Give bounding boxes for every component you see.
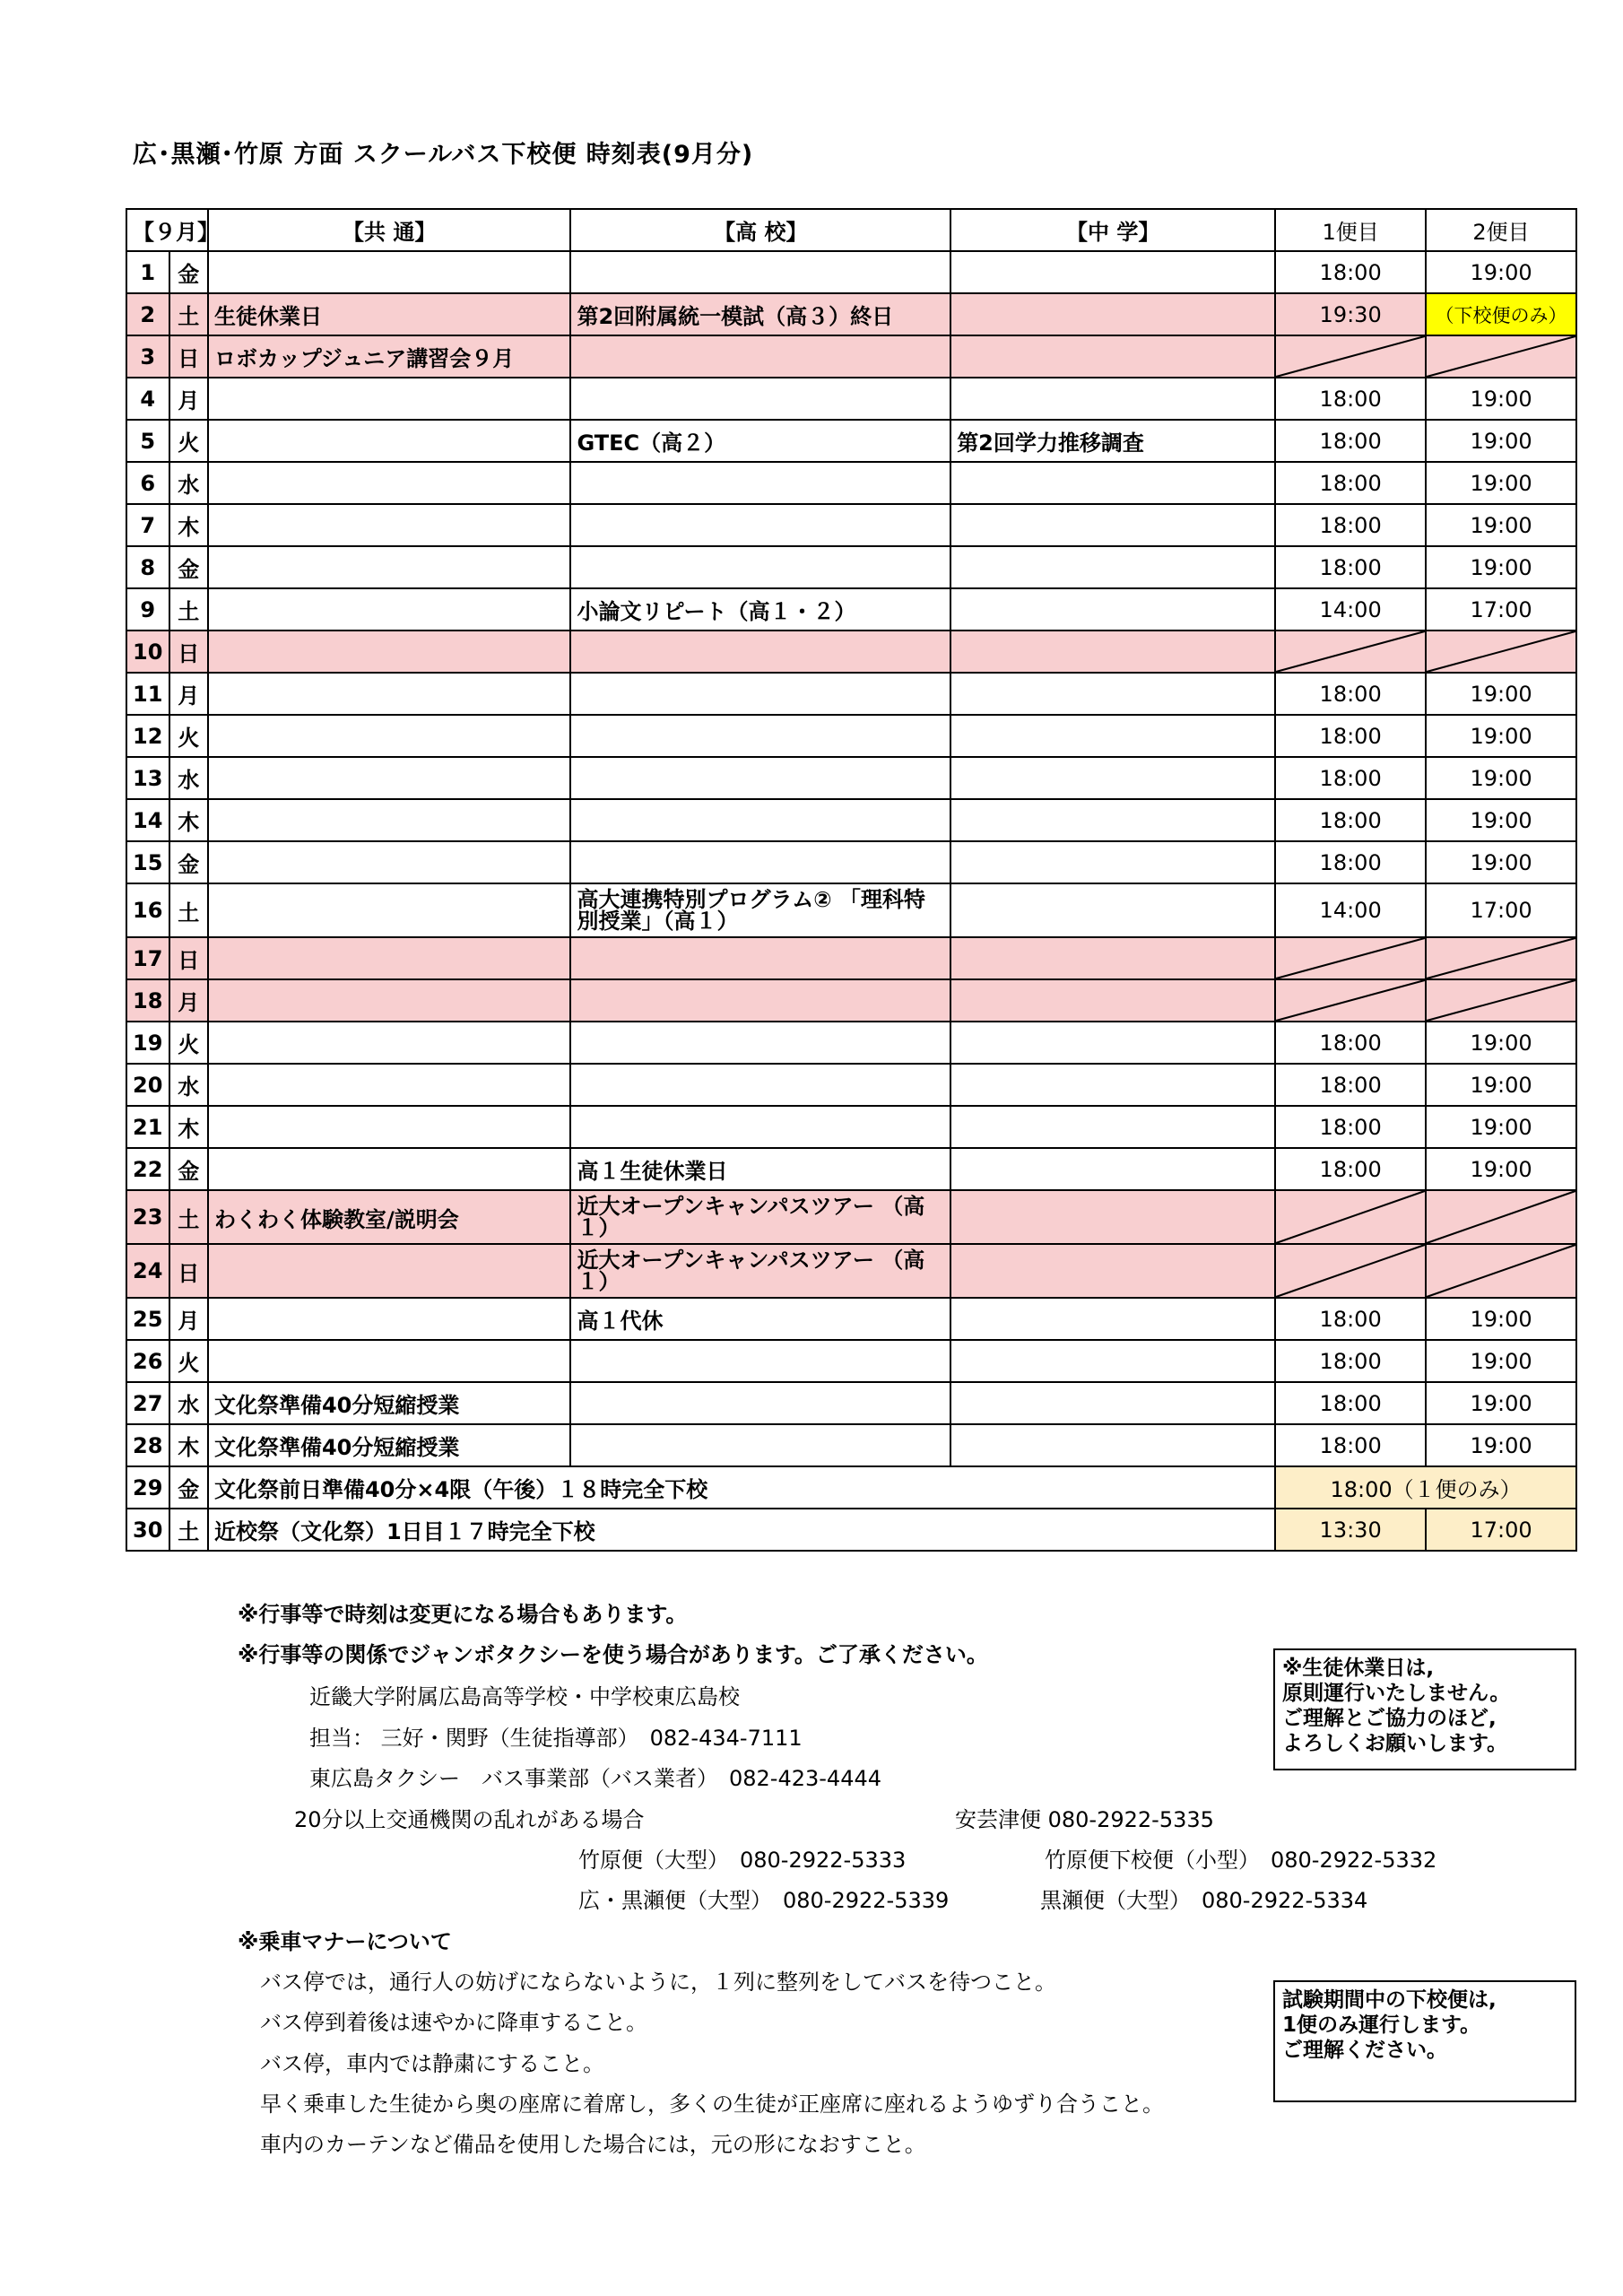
common-event bbox=[208, 1298, 571, 1340]
day-of-week: 月 bbox=[169, 979, 208, 1022]
high-event bbox=[570, 378, 950, 420]
table-row bbox=[126, 588, 1576, 631]
header-bus2: 2便目 bbox=[1426, 209, 1576, 251]
day-of-week: 土 bbox=[169, 1190, 208, 1244]
day-number: 23 bbox=[126, 1190, 169, 1244]
header-junior: 【中 学】 bbox=[950, 209, 1275, 251]
junior-event bbox=[950, 631, 1275, 673]
junior-event bbox=[950, 1106, 1275, 1148]
common-event bbox=[208, 420, 571, 462]
contact-taxi: 東広島タクシー バス事業部（バス業者） 082-423-4444 bbox=[309, 1766, 882, 1791]
bus-time-single: 18:00（１便のみ） bbox=[1275, 1466, 1576, 1509]
high-event bbox=[570, 715, 950, 757]
day-number: 29 bbox=[126, 1466, 169, 1509]
junior-event bbox=[950, 1424, 1275, 1466]
bus1-none bbox=[1275, 631, 1426, 673]
table-row bbox=[126, 1424, 1576, 1466]
slash-line bbox=[1276, 336, 1425, 377]
day-of-week: 金 bbox=[169, 1148, 208, 1190]
common-event: ロボカップジュニア講習会９月 bbox=[208, 335, 571, 378]
bus1-time: 18:00 bbox=[1275, 715, 1426, 757]
day-of-week: 日 bbox=[169, 937, 208, 979]
day-number: 7 bbox=[126, 504, 169, 546]
day-of-week: 土 bbox=[169, 883, 208, 937]
day-of-week: 木 bbox=[169, 1424, 208, 1466]
high-event: 近大オープンキャンパスツアー （高１） bbox=[570, 1190, 950, 1244]
bus1-time: 18:00 bbox=[1275, 1148, 1426, 1190]
day-of-week: 月 bbox=[169, 378, 208, 420]
bus1-time: 18:00 bbox=[1275, 1382, 1426, 1424]
disruption-note: 20分以上交通機関の乱れがある場合 bbox=[294, 1807, 645, 1832]
bus1-time: 18:00 bbox=[1275, 1340, 1426, 1382]
bus1-time: 18:00 bbox=[1275, 251, 1426, 293]
table-row bbox=[126, 757, 1576, 799]
day-number: 3 bbox=[126, 335, 169, 378]
table-row bbox=[126, 1022, 1576, 1064]
bus2-time: 17:00 bbox=[1426, 588, 1576, 631]
table-row bbox=[126, 1340, 1576, 1382]
day-number: 10 bbox=[126, 631, 169, 673]
high-event: GTEC（高２） bbox=[570, 420, 950, 462]
day-of-week: 月 bbox=[169, 1298, 208, 1340]
day-of-week: 木 bbox=[169, 799, 208, 841]
slash-line bbox=[1427, 1191, 1575, 1243]
manner-title: ※乗車マナーについて bbox=[238, 1929, 452, 1954]
bus2-none bbox=[1426, 335, 1576, 378]
day-of-week: 土 bbox=[169, 293, 208, 335]
common-event bbox=[208, 883, 571, 937]
bus2-none bbox=[1426, 979, 1576, 1022]
junior-event bbox=[950, 293, 1275, 335]
high-event bbox=[570, 631, 950, 673]
junior-event bbox=[950, 883, 1275, 937]
high-event: 第2回附属統一模試（高３）終日 bbox=[570, 293, 950, 335]
day-number: 25 bbox=[126, 1298, 169, 1340]
bus2-none bbox=[1426, 937, 1576, 979]
bus2-time: 19:00 bbox=[1426, 462, 1576, 504]
phone-akitsu: 安芸津便 080-2922-5335 bbox=[955, 1807, 1214, 1832]
day-number: 21 bbox=[126, 1106, 169, 1148]
bus2-time: 19:00 bbox=[1426, 1340, 1576, 1382]
high-event: 高１生徒休業日 bbox=[570, 1148, 950, 1190]
manner-3: バス停，車内では静粛にすること。 bbox=[260, 2051, 604, 2076]
common-event: 文化祭前日準備40分×4限（午後）１８時完全下校 bbox=[208, 1466, 1275, 1509]
bus2-time: 19:00 bbox=[1426, 1382, 1576, 1424]
day-of-week: 水 bbox=[169, 1064, 208, 1106]
bus1-time: 13:30 bbox=[1275, 1509, 1426, 1551]
day-of-week: 水 bbox=[169, 462, 208, 504]
common-event bbox=[208, 799, 571, 841]
high-event bbox=[570, 251, 950, 293]
day-of-week: 土 bbox=[169, 1509, 208, 1551]
bus2-time: 19:00 bbox=[1426, 1148, 1576, 1190]
bus1-time: 18:00 bbox=[1275, 546, 1426, 588]
high-event bbox=[570, 335, 950, 378]
bus1-time: 18:00 bbox=[1275, 799, 1426, 841]
junior-event bbox=[950, 937, 1275, 979]
page-title: 広･黒瀬･竹原 方面 スクールバス下校便 時刻表(9月分) bbox=[133, 141, 754, 169]
high-event bbox=[570, 1340, 950, 1382]
bus1-none bbox=[1275, 1244, 1426, 1298]
table-row bbox=[126, 1190, 1576, 1244]
table-row bbox=[126, 1148, 1576, 1190]
slash-line bbox=[1427, 631, 1575, 672]
common-event bbox=[208, 979, 571, 1022]
common-event bbox=[208, 1022, 571, 1064]
junior-event bbox=[950, 335, 1275, 378]
high-event bbox=[570, 1382, 950, 1424]
junior-event bbox=[950, 1148, 1275, 1190]
junior-event bbox=[950, 1382, 1275, 1424]
bus2-time: 19:00 bbox=[1426, 715, 1576, 757]
junior-event bbox=[950, 799, 1275, 841]
table-row bbox=[126, 799, 1576, 841]
day-number: 26 bbox=[126, 1340, 169, 1382]
high-event bbox=[570, 1022, 950, 1064]
manner-4: 早く乗車した生徒から奥の座席に着席し，多くの生徒が正座席に座れるようゆずり合うこと。 bbox=[260, 2092, 1164, 2117]
common-event bbox=[208, 462, 571, 504]
day-of-week: 火 bbox=[169, 420, 208, 462]
bus2-time: 19:00 bbox=[1426, 673, 1576, 715]
bus1-time: 18:00 bbox=[1275, 673, 1426, 715]
table-row bbox=[126, 841, 1576, 883]
high-event: 高１代休 bbox=[570, 1298, 950, 1340]
day-of-week: 土 bbox=[169, 588, 208, 631]
timetable bbox=[126, 208, 1577, 1552]
table-row bbox=[126, 293, 1576, 335]
day-number: 11 bbox=[126, 673, 169, 715]
common-event: 生徒休業日 bbox=[208, 293, 571, 335]
table-row bbox=[126, 1298, 1576, 1340]
junior-event bbox=[950, 1340, 1275, 1382]
table-row bbox=[126, 883, 1576, 937]
day-of-week: 金 bbox=[169, 546, 208, 588]
bus1-time: 18:00 bbox=[1275, 841, 1426, 883]
day-of-week: 水 bbox=[169, 757, 208, 799]
junior-event bbox=[950, 1298, 1275, 1340]
bus2-time: 19:00 bbox=[1426, 1106, 1576, 1148]
phone-takehara-small: 竹原便下校便（小型） 080-2922-5332 bbox=[1045, 1848, 1437, 1873]
day-of-week: 月 bbox=[169, 673, 208, 715]
common-event: わくわく体験教室/説明会 bbox=[208, 1190, 571, 1244]
bus2-none bbox=[1426, 631, 1576, 673]
common-event: 文化祭準備40分短縮授業 bbox=[208, 1382, 571, 1424]
junior-event bbox=[950, 715, 1275, 757]
bus1-time: 18:00 bbox=[1275, 420, 1426, 462]
bus2-time: 19:00 bbox=[1426, 1064, 1576, 1106]
day-number: 17 bbox=[126, 937, 169, 979]
common-event bbox=[208, 631, 571, 673]
high-event bbox=[570, 673, 950, 715]
common-event bbox=[208, 504, 571, 546]
table-row bbox=[126, 673, 1576, 715]
junior-event bbox=[950, 841, 1275, 883]
day-number: 8 bbox=[126, 546, 169, 588]
bus2-time: 19:00 bbox=[1426, 504, 1576, 546]
common-event bbox=[208, 546, 571, 588]
high-event bbox=[570, 937, 950, 979]
common-event bbox=[208, 1340, 571, 1382]
day-number: 28 bbox=[126, 1424, 169, 1466]
day-number: 1 bbox=[126, 251, 169, 293]
common-event bbox=[208, 673, 571, 715]
table-row bbox=[126, 715, 1576, 757]
bus2-none bbox=[1426, 1190, 1576, 1244]
bus1-time: 18:00 bbox=[1275, 757, 1426, 799]
bus1-time: 18:00 bbox=[1275, 1298, 1426, 1340]
junior-event bbox=[950, 504, 1275, 546]
bus1-none bbox=[1275, 1190, 1426, 1244]
note-jumbo-taxi: ※行事等の関係でジャンボタクシーを使う場合があります。ご了承ください。 bbox=[238, 1642, 988, 1667]
bus2-time: 19:00 bbox=[1426, 420, 1576, 462]
day-number: 14 bbox=[126, 799, 169, 841]
phone-kurose: 黒瀬便（大型） 080-2922-5334 bbox=[1040, 1888, 1368, 1913]
table-row bbox=[126, 462, 1576, 504]
day-of-week: 日 bbox=[169, 335, 208, 378]
junior-event bbox=[950, 588, 1275, 631]
bus1-time: 14:00 bbox=[1275, 883, 1426, 937]
table-row bbox=[126, 979, 1576, 1022]
high-event bbox=[570, 546, 950, 588]
day-number: 9 bbox=[126, 588, 169, 631]
day-number: 16 bbox=[126, 883, 169, 937]
day-number: 5 bbox=[126, 420, 169, 462]
header-bus1: 1便目 bbox=[1275, 209, 1426, 251]
junior-event bbox=[950, 757, 1275, 799]
common-event bbox=[208, 715, 571, 757]
day-number: 18 bbox=[126, 979, 169, 1022]
junior-event bbox=[950, 1022, 1275, 1064]
bus1-time: 18:00 bbox=[1275, 1106, 1426, 1148]
day-number: 27 bbox=[126, 1382, 169, 1424]
bus2-time: 19:00 bbox=[1426, 251, 1576, 293]
high-event: 近大オープンキャンパスツアー （高１） bbox=[570, 1244, 950, 1298]
day-of-week: 金 bbox=[169, 251, 208, 293]
manner-5: 車内のカーテンなど備品を使用した場合には，元の形になおすこと。 bbox=[260, 2132, 926, 2157]
table-row bbox=[126, 1509, 1576, 1551]
common-event bbox=[208, 378, 571, 420]
table-row bbox=[126, 631, 1576, 673]
bus1-time: 18:00 bbox=[1275, 1064, 1426, 1106]
table-row bbox=[126, 335, 1576, 378]
day-number: 24 bbox=[126, 1244, 169, 1298]
table-row bbox=[126, 504, 1576, 546]
junior-event bbox=[950, 1190, 1275, 1244]
header-high: 【高 校】 bbox=[570, 209, 950, 251]
bus1-time: 18:00 bbox=[1275, 504, 1426, 546]
table-row bbox=[126, 1106, 1576, 1148]
bus1-time: 18:00 bbox=[1275, 1424, 1426, 1466]
bus2-time: 17:00 bbox=[1426, 883, 1576, 937]
day-of-week: 火 bbox=[169, 1022, 208, 1064]
header-month: 【９月】 bbox=[126, 209, 208, 251]
junior-event bbox=[950, 1244, 1275, 1298]
bus2-time: 19:00 bbox=[1426, 378, 1576, 420]
bus1-time: 18:00 bbox=[1275, 1022, 1426, 1064]
table-row bbox=[126, 1382, 1576, 1424]
day-number: 2 bbox=[126, 293, 169, 335]
slash-line bbox=[1276, 1191, 1425, 1243]
bus1-time: 18:00 bbox=[1275, 378, 1426, 420]
bus1-none bbox=[1275, 937, 1426, 979]
common-event: 文化祭準備40分短縮授業 bbox=[208, 1424, 571, 1466]
junior-event bbox=[950, 462, 1275, 504]
common-event bbox=[208, 937, 571, 979]
manner-2: バス停到着後は速やかに降車すること。 bbox=[260, 2010, 647, 2035]
exam-notice-box: 試験期間中の下校便は, 1便のみ運行します。 ご理解ください。 bbox=[1273, 1980, 1576, 2102]
table-header bbox=[126, 209, 1576, 251]
high-event: 小論文リピート（高１・２） bbox=[570, 588, 950, 631]
header-common: 【共 通】 bbox=[208, 209, 571, 251]
bus1-none bbox=[1275, 979, 1426, 1022]
table-row bbox=[126, 378, 1576, 420]
high-event bbox=[570, 1064, 950, 1106]
bus1-time: 14:00 bbox=[1275, 588, 1426, 631]
table-row bbox=[126, 1466, 1576, 1509]
high-event bbox=[570, 504, 950, 546]
slash-line bbox=[1427, 980, 1575, 1021]
common-event bbox=[208, 757, 571, 799]
day-of-week: 火 bbox=[169, 715, 208, 757]
manner-1: バス停では，通行人の妨げにならないように，１列に整列をしてバスを待つこと。 bbox=[260, 1970, 1056, 1995]
table-row bbox=[126, 937, 1576, 979]
bus2-time: 19:00 bbox=[1426, 757, 1576, 799]
common-event bbox=[208, 1064, 571, 1106]
day-number: 6 bbox=[126, 462, 169, 504]
day-number: 12 bbox=[126, 715, 169, 757]
slash-line bbox=[1276, 980, 1425, 1021]
high-event bbox=[570, 799, 950, 841]
high-event bbox=[570, 462, 950, 504]
common-event bbox=[208, 841, 571, 883]
contact-school: 担当： 三好・関野（生徒指導部） 082-434-7111 bbox=[309, 1726, 803, 1751]
common-event bbox=[208, 1244, 571, 1298]
junior-event bbox=[950, 251, 1275, 293]
common-event bbox=[208, 1148, 571, 1190]
table-row bbox=[126, 420, 1576, 462]
phone-hiro-kurose: 広・黒瀬便（大型） 080-2922-5339 bbox=[578, 1888, 950, 1913]
bus2-time: 19:00 bbox=[1426, 546, 1576, 588]
high-event bbox=[570, 841, 950, 883]
table-row bbox=[126, 546, 1576, 588]
high-event bbox=[570, 757, 950, 799]
high-event bbox=[570, 979, 950, 1022]
school-name: 近畿大学附属広島高等学校・中学校東広島校 bbox=[309, 1684, 740, 1709]
day-number: 30 bbox=[126, 1509, 169, 1551]
day-of-week: 火 bbox=[169, 1340, 208, 1382]
day-of-week: 金 bbox=[169, 841, 208, 883]
note-time-change: ※行事等で時刻は変更になる場合もあります。 bbox=[238, 1602, 688, 1627]
holiday-notice-box: ※生徒休業日は, 原則運行いたしません。 ご理解とご協力のほど, よろしくお願いします。 bbox=[1273, 1648, 1576, 1770]
bus2-time: 19:00 bbox=[1426, 1022, 1576, 1064]
slash-line bbox=[1427, 1245, 1575, 1297]
junior-event: 第2回学力推移調査 bbox=[950, 420, 1275, 462]
slash-line bbox=[1276, 938, 1425, 978]
bus2-time: （下校便のみ） bbox=[1426, 293, 1576, 335]
common-event bbox=[208, 1106, 571, 1148]
slash-line bbox=[1427, 938, 1575, 978]
table-row bbox=[126, 251, 1576, 293]
bus2-time: 19:00 bbox=[1426, 1424, 1576, 1466]
day-number: 22 bbox=[126, 1148, 169, 1190]
bus1-time: 18:00 bbox=[1275, 462, 1426, 504]
slash-line bbox=[1276, 1245, 1425, 1297]
bus2-time: 19:00 bbox=[1426, 799, 1576, 841]
table-row bbox=[126, 1064, 1576, 1106]
day-of-week: 日 bbox=[169, 1244, 208, 1298]
junior-event bbox=[950, 546, 1275, 588]
junior-event bbox=[950, 1064, 1275, 1106]
junior-event bbox=[950, 673, 1275, 715]
day-of-week: 木 bbox=[169, 504, 208, 546]
day-number: 13 bbox=[126, 757, 169, 799]
table-row bbox=[126, 1244, 1576, 1298]
high-event bbox=[570, 1106, 950, 1148]
bus2-none bbox=[1426, 1244, 1576, 1298]
bus1-time: 19:30 bbox=[1275, 293, 1426, 335]
slash-line bbox=[1427, 336, 1575, 377]
junior-event bbox=[950, 979, 1275, 1022]
common-event bbox=[208, 251, 571, 293]
day-number: 15 bbox=[126, 841, 169, 883]
slash-line bbox=[1276, 631, 1425, 672]
high-event: 高大連携特別プログラム② 「理科特別授業」（高１） bbox=[570, 883, 950, 937]
bus2-time: 19:00 bbox=[1426, 841, 1576, 883]
common-event bbox=[208, 588, 571, 631]
day-of-week: 金 bbox=[169, 1466, 208, 1509]
bus1-none bbox=[1275, 335, 1426, 378]
bus2-time: 17:00 bbox=[1426, 1509, 1576, 1551]
junior-event bbox=[950, 378, 1275, 420]
day-number: 20 bbox=[126, 1064, 169, 1106]
day-of-week: 日 bbox=[169, 631, 208, 673]
day-of-week: 水 bbox=[169, 1382, 208, 1424]
day-number: 4 bbox=[126, 378, 169, 420]
common-event: 近校祭（文化祭）1日目１７時完全下校 bbox=[208, 1509, 1275, 1551]
high-event bbox=[570, 1424, 950, 1466]
day-of-week: 木 bbox=[169, 1106, 208, 1148]
phone-takehara: 竹原便（大型） 080-2922-5333 bbox=[578, 1848, 907, 1873]
day-number: 19 bbox=[126, 1022, 169, 1064]
bus2-time: 19:00 bbox=[1426, 1298, 1576, 1340]
